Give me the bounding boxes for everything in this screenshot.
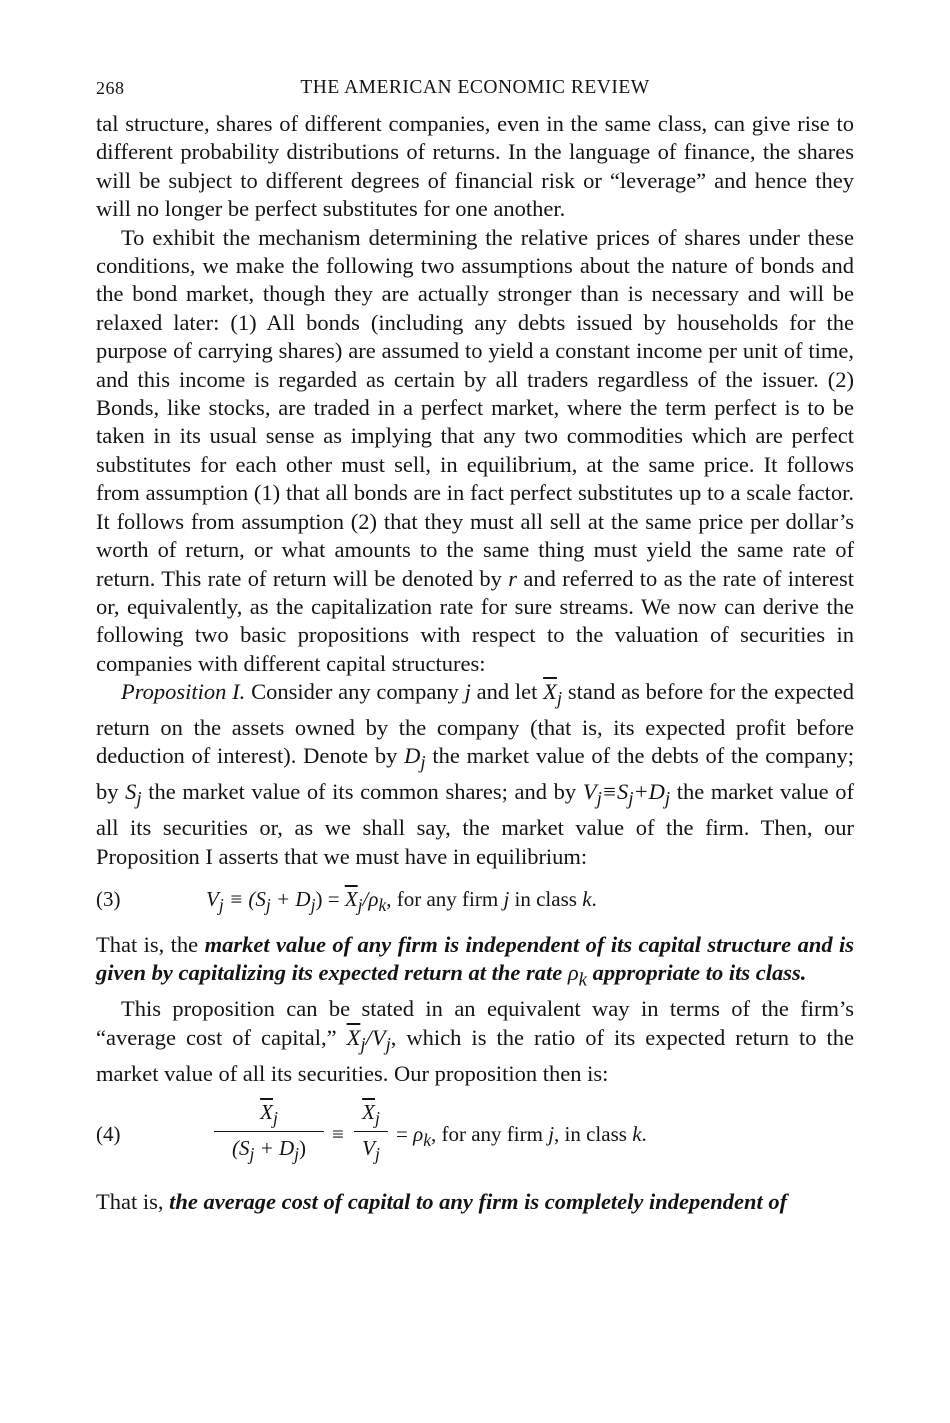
- paragraph-assumptions: To exhibit the mechanism determining the relative prices of shares under these conditions, we make the following two assumptions about the nature of bonds and the bond market, though they are actually stronger than is necessary and will be relaxed later: (1) All bonds (including any debts issued by households for the purpose of carrying shares) are assumed to yield a constant income per unit of time, and this income is regarded as certain by all traders regardless of the issuer. (2) Bonds, like stocks, are traded in a perfect market, where the term perfect is to be taken in its usual sense as implying that any two commodities which are perfect substitutes for each other must sell, in equilibrium, at the same price. It follows from assumption (1) that all bonds are in fact perfect substitutes up to a scale factor. It follows from assumption (2) that they must all sell at the same price per dollar’s worth of return, or what amounts to the same thing must yield the same rate of return. This rate of return will be denoted by r and referred to as the rate of interest or, equivalently, as the capitalization rate for sure streams. We now can derive the following two basic propositions with respect to the valuation of securities in companies with different capital structures:: [96, 224, 854, 676]
- page-number: 268: [96, 78, 125, 98]
- paragraph-interpretation-3: That is, the market value of any firm is independent of its capital structure and is given by capitalizing its expected return at the rate $\rho_k$ appropriate to its class.: [96, 932, 855, 991]
- equation-3: [96, 883, 854, 923]
- equation-4-tail: = $\rho_k$, for any firm j, in class k.: [396, 1122, 647, 1151]
- running-header: [96, 70, 854, 110]
- paragraph-proposition-one: Proposition I. Consider any company j and let $\overline{X}_j$ stand as before for the expected return on the assets owned by the company (that is, its expected profit before deduction of interest). Denote by $D_j$ the market value of the debts of the company; by $S_j$ the market value of its common shares; and by $V_j\equiv S_j+D_j$ the market value of all its securities or, as we shall say, the market value of the firm. Then, our Proposition I asserts that we must have in equilibrium:: [96, 679, 855, 869]
- paragraph-leverage: tal structure, shares of different companies, even in the same class, can give rise to different probability distributions of returns. In the language of finance, the shares will be subject to different degrees of financial risk or “leverage” and hence they will no longer be perfect substitutes for one another.: [96, 111, 854, 222]
- journal-title: THE AMERICAN ECONOMIC REVIEW: [300, 77, 650, 98]
- equation-number: (3): [96, 887, 121, 912]
- fraction-x-over-v: $\frac{\overline{X}_j}{V_j}$: [354, 1100, 388, 1165]
- paragraph-average-cost: This proposition can be stated in an equivalent way in terms of the firm’s “average cost of capital,” $\overline{X}_j/V_j$, which is the ratio of its expected return to the market value of all its securities. Our proposition then is:: [96, 996, 855, 1086]
- journal-page: [96, 70, 854, 1217]
- fraction-average-cost: $\frac{\overline{X}_j}{(S_j + D_j)}$: [214, 1100, 324, 1165]
- equation-number: (4): [96, 1122, 121, 1147]
- paragraph-conclusion: That is, the average cost of capital to any firm is completely independent of: [96, 1189, 788, 1215]
- equation-body: $V_j \equiv (S_j + D_j) = \overline{X}_j/\rho_k$, for any firm j in class k.: [206, 887, 597, 916]
- proposition-label: Proposition I.: [121, 679, 246, 705]
- equation-4: (4) $\frac{\overline{X}_j}{(S_j + D_j)}$ ≡ $\frac{\overline{X}_j}{V_j}$ = $\rho_k$, for any firm j, in class k.: [96, 1100, 647, 1165]
